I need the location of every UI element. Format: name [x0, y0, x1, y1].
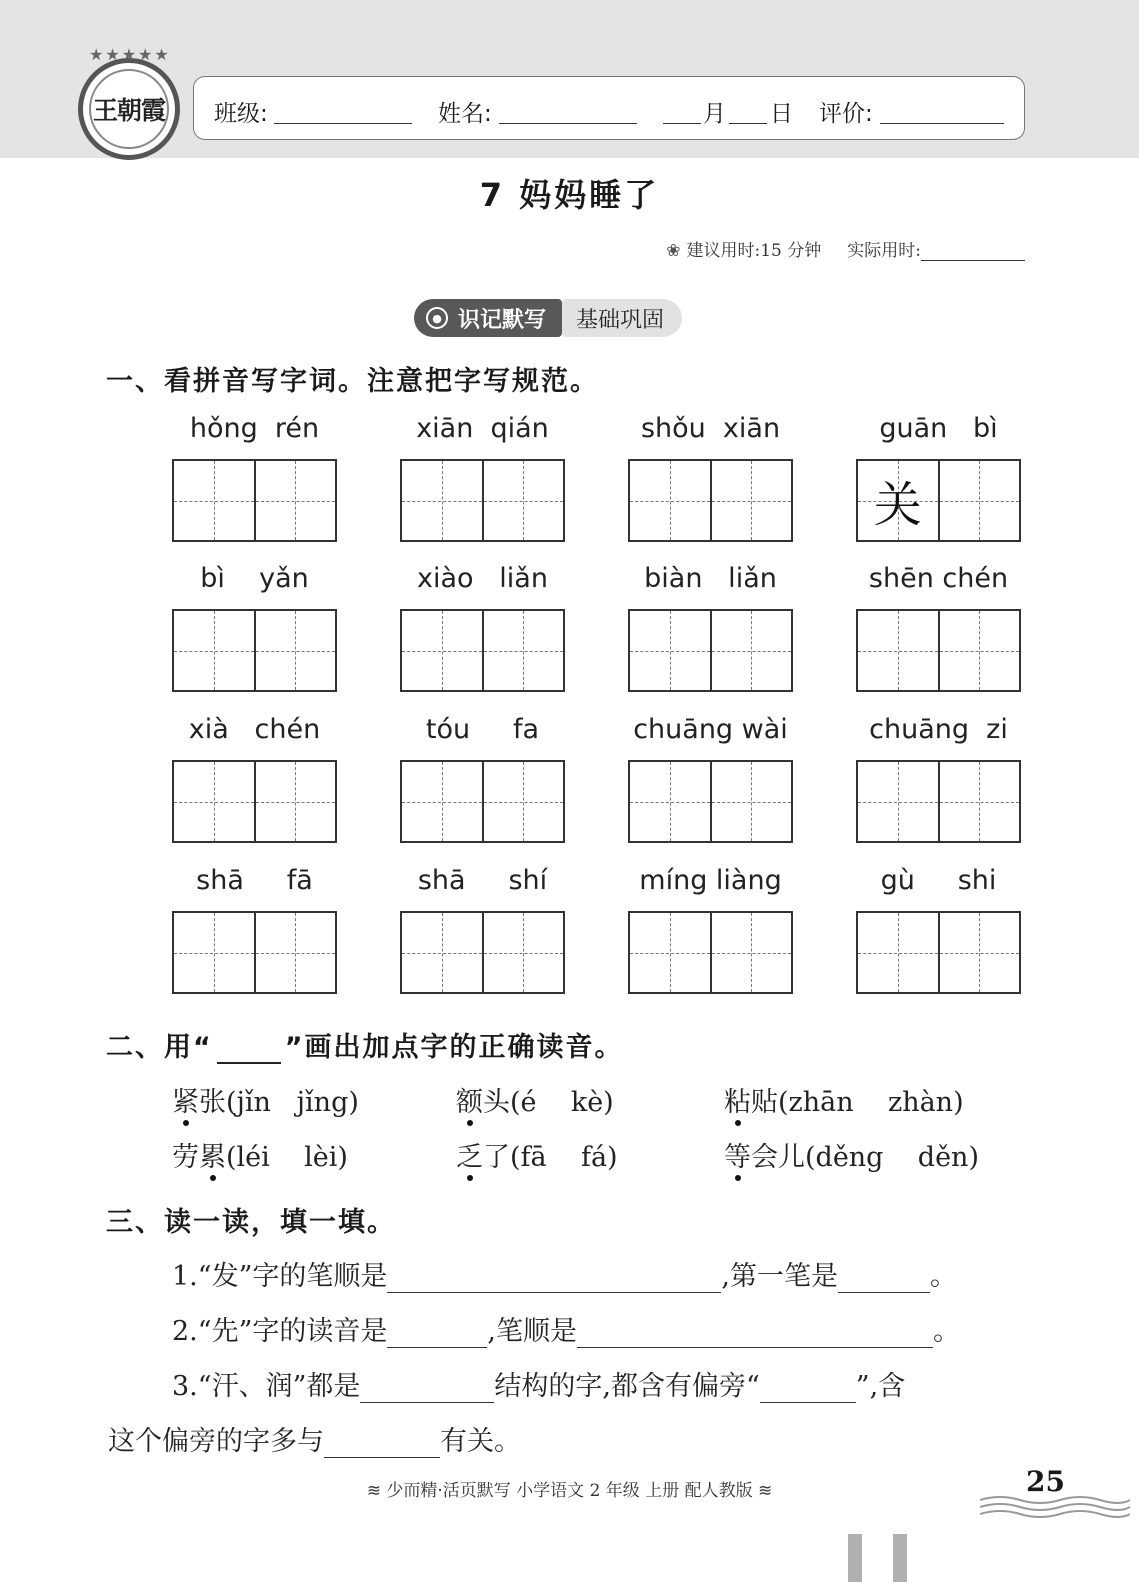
reading-options: (léi lèi): [226, 1142, 348, 1173]
question-1: [172, 1254, 957, 1293]
writing-grid-pair: [172, 609, 337, 692]
q3-text-d: 这个偏旁的字多与: [108, 1426, 324, 1457]
prefilled-character: [712, 913, 792, 992]
writing-box[interactable]: [858, 461, 938, 540]
pinyin-label: biàn liǎn: [644, 563, 777, 594]
dotted-character: 额: [456, 1087, 483, 1118]
writing-grid-pair: [856, 459, 1021, 542]
writing-box[interactable]: [402, 611, 482, 690]
q3-text-b: 结构的字,都含有偏旁“: [494, 1371, 760, 1402]
rating-field[interactable]: [880, 123, 1004, 124]
dotted-character: 粘: [724, 1087, 751, 1118]
q1-text-b: ,第一笔是: [721, 1261, 838, 1292]
q1-text-a: 1.“发”字的笔顺是: [172, 1261, 388, 1292]
pinyin-label: chuāng zi: [869, 714, 1008, 745]
day-field[interactable]: [729, 123, 767, 124]
q3-blank-radical[interactable]: [760, 1373, 856, 1403]
prefilled-character: [630, 913, 710, 992]
writing-box[interactable]: [710, 461, 792, 540]
pinyin-label: xiào liǎn: [417, 563, 548, 594]
pinyin-label: tóu fa: [425, 714, 540, 745]
prefilled-character: [858, 913, 938, 992]
name-label: 姓名:: [438, 101, 492, 127]
writing-box[interactable]: [710, 611, 792, 690]
writing-grid-pair: [400, 459, 565, 542]
q2-blank-stroke-order[interactable]: [577, 1318, 933, 1348]
reading-options: 贴(zhān zhàn): [751, 1087, 964, 1118]
writing-box[interactable]: [710, 762, 792, 841]
writing-box[interactable]: [402, 461, 482, 540]
prefilled-character: [940, 461, 1020, 540]
prefilled-character: [858, 611, 938, 690]
prefilled-character: [484, 762, 564, 841]
writing-grid-pair: [172, 459, 337, 542]
writing-box[interactable]: [630, 461, 710, 540]
prefilled-character: [256, 611, 336, 690]
pinyin-label: bì yǎn: [200, 563, 309, 594]
class-field[interactable]: [274, 123, 412, 124]
pinyin-label: xiān qián: [416, 413, 549, 444]
q1-end: 。: [929, 1261, 957, 1292]
writing-box[interactable]: [402, 913, 482, 992]
writing-box[interactable]: [254, 461, 336, 540]
prefilled-character: [174, 762, 254, 841]
q3-text-c: ”,含: [855, 1371, 906, 1402]
reading-item[interactable]: [456, 1080, 614, 1119]
pinyin-label: míng liàng: [639, 865, 782, 896]
underline-sample: [217, 1036, 281, 1064]
prefilled-character: [402, 913, 482, 992]
writing-grid-pair: [400, 911, 565, 994]
dotted-character: 紧: [172, 1087, 199, 1118]
writing-box[interactable]: [858, 913, 938, 992]
actual-time-label: 实际用时:: [847, 241, 921, 261]
writing-box[interactable]: [630, 762, 710, 841]
wave-right-icon: ≋: [752, 1481, 773, 1501]
section1-heading: 一、看拼音写字词。注意把字写规范。: [106, 366, 599, 397]
pinyin-label: shā fā: [196, 865, 313, 896]
q3-text-a: 3.“汗、润”都是: [172, 1371, 361, 1402]
section3-heading: 三、读一读，填一填。: [106, 1207, 396, 1238]
dotted-character: 累: [199, 1142, 226, 1173]
writing-box[interactable]: [174, 611, 254, 690]
reading-options: 头(é kè): [483, 1087, 614, 1118]
time-line: [666, 236, 1025, 261]
writing-box[interactable]: [482, 611, 564, 690]
prefilled-character: [174, 461, 254, 540]
writing-box[interactable]: [254, 762, 336, 841]
prefilled-character: [256, 461, 336, 540]
writing-grid-pair: [172, 911, 337, 994]
lesson-title: 7 妈妈睡了: [479, 176, 660, 214]
rating-label: 评价:: [819, 101, 873, 127]
writing-box[interactable]: [938, 611, 1020, 690]
writing-box[interactable]: [710, 913, 792, 992]
medal-icon: ●: [426, 307, 448, 329]
badge-secondary-label: 基础巩固: [576, 307, 665, 333]
prefilled-character: [630, 611, 710, 690]
writing-box[interactable]: [254, 611, 336, 690]
reading-options: 张(jǐn jǐng): [199, 1087, 359, 1118]
q3-text-e: 有关。: [440, 1426, 521, 1457]
dotted-character: 乏: [456, 1142, 483, 1173]
footer: [0, 1476, 1139, 1501]
prefilled-character: [402, 762, 482, 841]
pinyin-label: guān bì: [879, 413, 998, 444]
section2-heading-before: 二、用“: [106, 1032, 213, 1063]
prefilled-character: [940, 611, 1020, 690]
writing-box[interactable]: [858, 762, 938, 841]
section2-heading: [106, 1025, 624, 1064]
q2-text-a: 2.“先”字的读音是: [172, 1316, 388, 1347]
q2-text-b: ,笔顺是: [487, 1316, 577, 1347]
prefilled-character: [858, 762, 938, 841]
dotted-character: 等: [724, 1142, 751, 1173]
q2-blank-reading[interactable]: [387, 1318, 487, 1348]
q3-blank-structure[interactable]: [360, 1373, 494, 1403]
pinyin-label: hǒng rén: [189, 413, 320, 444]
prefilled-character: [630, 461, 710, 540]
prefilled-character: [712, 461, 792, 540]
reading-item[interactable]: [724, 1080, 964, 1119]
q3-blank-meaning[interactable]: [324, 1428, 440, 1458]
writing-box[interactable]: [938, 913, 1020, 992]
writing-box[interactable]: [482, 913, 564, 992]
writing-box[interactable]: [254, 913, 336, 992]
reading-item[interactable]: [172, 1135, 348, 1174]
footer-text: 少而精·活页默写 小学语文 2 年级 上册 配人教版: [386, 1481, 753, 1501]
writing-box[interactable]: [938, 762, 1020, 841]
name-field[interactable]: [499, 123, 637, 124]
prefilled-character: [256, 762, 336, 841]
section-badge: [414, 299, 682, 337]
flower-icon: ❀: [666, 241, 681, 261]
month-label: 月: [703, 101, 726, 127]
writing-box[interactable]: [482, 762, 564, 841]
day-label: 日: [770, 101, 793, 127]
publisher-logo: ★★★★★ 王朝霞: [78, 58, 180, 160]
q1-blank-stroke-order[interactable]: [387, 1263, 721, 1293]
question-3-line2: [108, 1419, 521, 1458]
question-2: [172, 1309, 960, 1348]
writing-box[interactable]: [174, 913, 254, 992]
writing-grid-pair: [856, 760, 1021, 843]
badge-secondary: [562, 299, 682, 337]
prefilled-character: 关: [873, 477, 922, 533]
q2-end: 。: [932, 1316, 960, 1347]
actual-time-field[interactable]: [921, 241, 1025, 261]
writing-grid-pair: [400, 609, 565, 692]
writing-box[interactable]: [174, 461, 254, 540]
prefilled-character: [402, 461, 482, 540]
class-label: 班级:: [214, 101, 268, 127]
wave-decoration-icon: [980, 1492, 1130, 1522]
writing-grid-pair: [856, 609, 1021, 692]
writing-grid-pair: [628, 911, 793, 994]
prefilled-character: [174, 913, 254, 992]
prefilled-character: [174, 611, 254, 690]
page-number: 25: [1026, 1465, 1065, 1498]
student-info-box: [193, 76, 1025, 140]
suggested-time: 建议用时:15 分钟: [686, 241, 822, 261]
wave-left-icon: ≋: [366, 1481, 387, 1501]
writing-grid-pair: [172, 760, 337, 843]
prefilled-character: [402, 611, 482, 690]
pinyin-label: chuāng wài: [633, 714, 788, 745]
prefilled-character: [484, 461, 564, 540]
pinyin-label: xià chén: [188, 714, 321, 745]
badge-primary-label: 识记默写: [458, 307, 547, 333]
prefilled-character: [940, 913, 1020, 992]
writing-grid-pair: [856, 911, 1021, 994]
question-3-line1: [172, 1364, 905, 1403]
q1-blank-first-stroke[interactable]: [838, 1263, 930, 1293]
reading-prefix: 劳: [172, 1142, 199, 1173]
writing-grid-pair: [628, 760, 793, 843]
writing-box[interactable]: [402, 762, 482, 841]
prefilled-character: [712, 762, 792, 841]
reading-options: 了(fā fá): [483, 1142, 618, 1173]
prefilled-character: [712, 611, 792, 690]
writing-box[interactable]: [482, 461, 564, 540]
writing-grid-pair: [628, 459, 793, 542]
month-field[interactable]: [663, 123, 701, 124]
writing-box[interactable]: [858, 611, 938, 690]
binding-tab-right: [893, 1534, 907, 1582]
reading-item[interactable]: [724, 1135, 979, 1174]
writing-grid-pair: [628, 609, 793, 692]
badge-primary: [414, 299, 562, 337]
pinyin-label: gù shi: [880, 865, 997, 896]
writing-box[interactable]: [630, 611, 710, 690]
prefilled-character: [484, 611, 564, 690]
reading-item[interactable]: [172, 1080, 359, 1119]
prefilled-character: [484, 913, 564, 992]
section2-heading-after: ”画出加点字的正确读音。: [284, 1032, 624, 1063]
pinyin-label: shǒu xiān: [640, 413, 781, 444]
writing-box[interactable]: [938, 461, 1020, 540]
reading-options: 会儿(děng děn): [751, 1142, 979, 1173]
writing-box[interactable]: [630, 913, 710, 992]
binding-tab-left: [848, 1534, 862, 1582]
prefilled-character: [256, 913, 336, 992]
pinyin-label: shēn chén: [868, 563, 1009, 594]
writing-box[interactable]: [174, 762, 254, 841]
prefilled-character: [940, 762, 1020, 841]
pinyin-label: shā shí: [417, 865, 548, 896]
writing-grid-pair: [400, 760, 565, 843]
prefilled-character: [630, 762, 710, 841]
logo-text: 王朝霞: [92, 96, 165, 125]
reading-item[interactable]: [456, 1135, 618, 1174]
